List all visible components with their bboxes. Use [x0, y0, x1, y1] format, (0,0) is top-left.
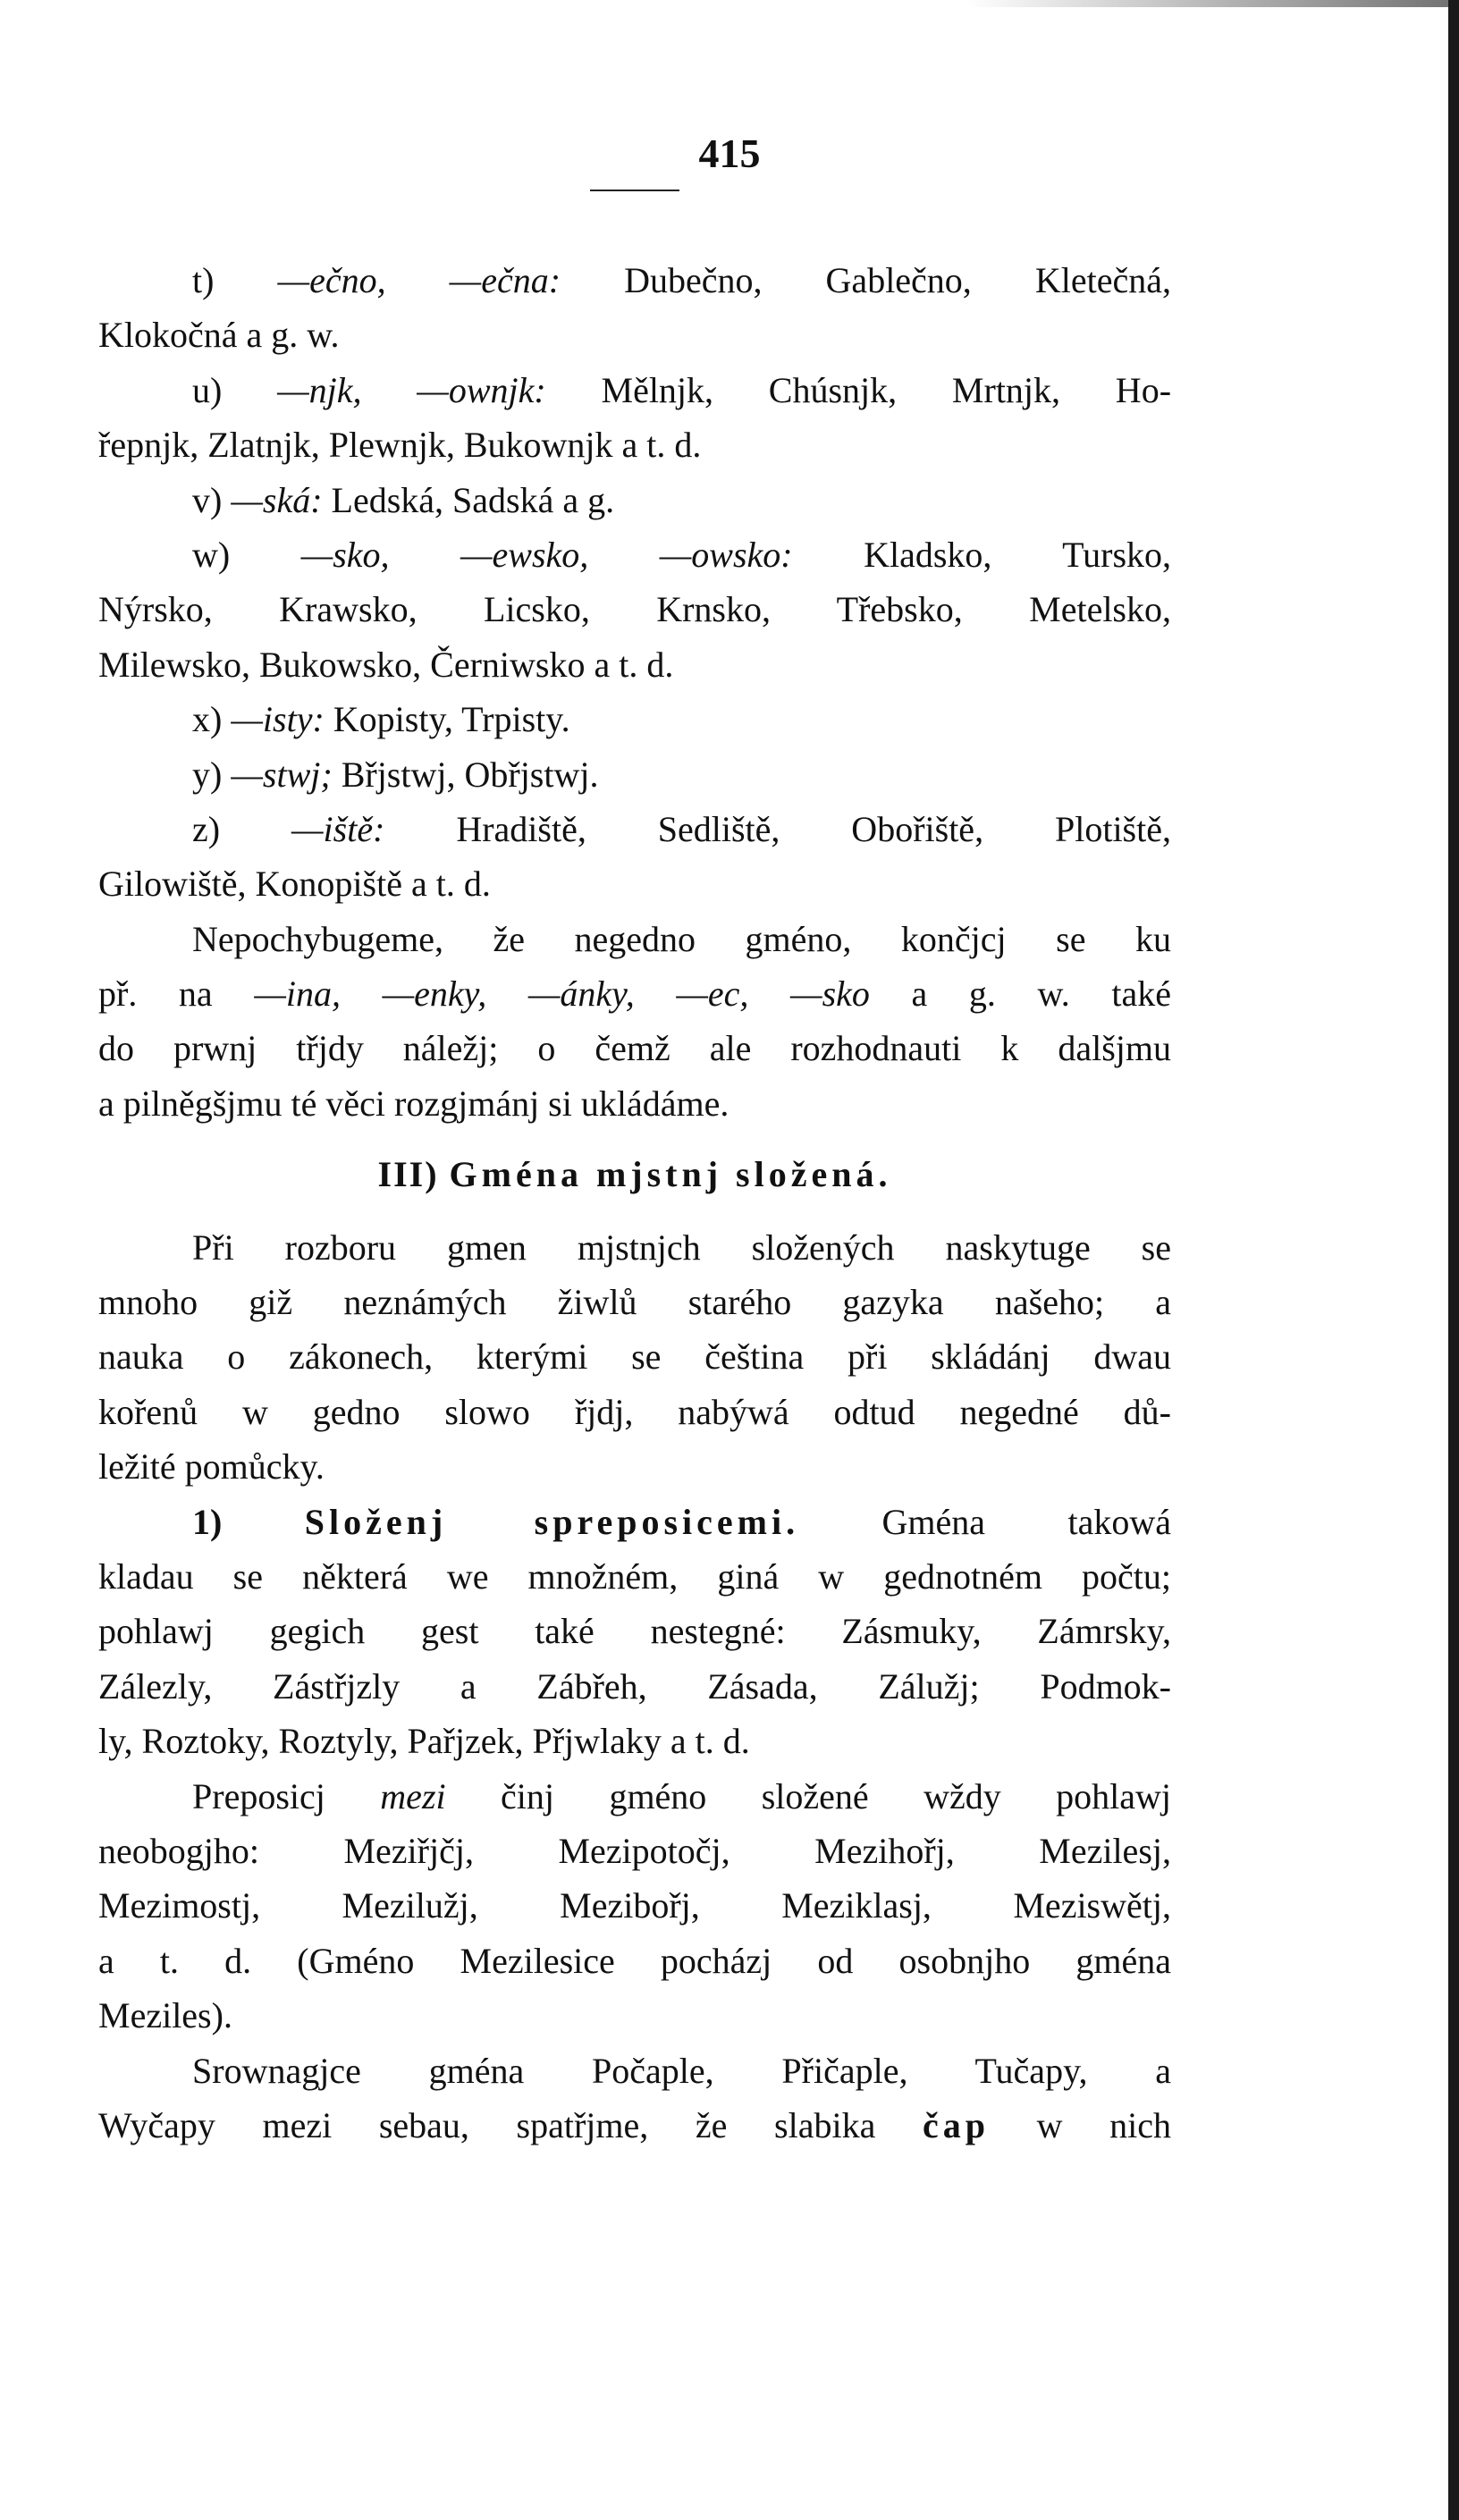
page-number-rule [590, 190, 679, 191]
text-line-u2: řepnjk, Zlatnjk, Plewnjk, Bukownjk a t. d. [98, 425, 702, 466]
para3-line5: Mezilеs). [98, 1995, 232, 2036]
para2-line1: 1) Složenj spreposicemi. Gména takowá [192, 1501, 1171, 1542]
text-line-u: u) —njk, —ownjk: Mělnjk, Chúsnjk, Mrtnjk, Ho- [192, 369, 1172, 410]
para2-line3: pohlawj gegich gest také nestegné: Zásmuky, Zámrsky, [98, 1611, 1171, 1652]
para3-line3: Mezimostj, Mezilužj, Mezibořj, Meziklasj, Meziswětj, [98, 1885, 1171, 1926]
para4-line1: Srownagjce gména Počaple, Přičaple, Tučapy, a [192, 2050, 1171, 2091]
para1-line5: ležité pomůcky. [98, 1446, 325, 1488]
text-line-t2: Klokočná a g. w. [98, 315, 340, 356]
page-number: 415 [698, 131, 761, 176]
text-line-z: z) —iště: Hradiště, Sedliště, Obořiště, Plotiště, [192, 808, 1171, 849]
para1-line4: kořenů w gedno slowo řjdj, nabýwá odtud negedné dů- [98, 1391, 1171, 1432]
para2-line5: ly, Roztoky, Roztyly, Pařjzek, Přjwlaky a t. d. [98, 1721, 750, 1762]
text-line-n4: a pilněgšjmu té věci rozgjmánj si ukládáme. [98, 1083, 730, 1124]
para3-line4: a t. d. (Gméno Mezilesice pocházj od osobnjho gména [98, 1940, 1171, 1981]
text-line-w: w) —sko, —ewsko, —owsko: Kladsko, Tursko, [192, 534, 1172, 575]
text-line-z2: Gilowiště, Konopiště a t. d. [98, 864, 491, 905]
scan-page-edge [1448, 0, 1459, 2520]
para2-line2: kladau se některá we množném, giná w gednotném počtu; [98, 1555, 1171, 1597]
text-line-n3: do prwnj třjdy náležj; o čemž ale rozhodnauti k dalšjmu [98, 1028, 1171, 1069]
text-line-y: y) —stwj; Břjstwj, Obřjstwj. [192, 754, 599, 795]
text-line-v: v) —ská: Ledská, Sadská a g. [192, 479, 615, 520]
text-line-t: t) —ečno, —ečna: Dubečno, Gablečno, Kletečná, [192, 260, 1171, 300]
section-heading: III) Gména mjstnj složená. [377, 1154, 892, 1195]
text-line-w2: Nýrsko, Krawsko, Licsko, Krnsko, Třebsko, Metelsko, [98, 589, 1171, 630]
text-line-x: x) —isty: Kopisty, Trpisty. [192, 699, 570, 740]
para1-line2: mnoho giž neznámých žiwlů starého gazyka našeho; a [98, 1282, 1171, 1323]
para4-line2: Wyčapy mezi sebau, spatřjme, že slabika čap w nich [98, 2104, 1172, 2145]
para3-line1: Preposicj mezi činj gméno složené wždy pohlawj [192, 1775, 1172, 1816]
para1-line1: Při rozboru gmen mjstnjch složených naskytuge se [192, 1226, 1171, 1268]
text-line-n2: př. na —ina, —enky, —ánky, —ec, —sko a g. w. také [98, 973, 1172, 1015]
text-line-w3: Milewsko, Bukowsko, Černiwsko a t. d. [98, 644, 674, 685]
para3-line2: neobogjho: Meziřjčj, Mezipotočj, Mezihořj, Mezilesj, [98, 1830, 1171, 1871]
para1-line3: nauka o zákonech, kterými se čeština při skládánj dwau [98, 1336, 1171, 1378]
text-line-n1: Nepochybugeme, že negedno gméno, končjcj se ku [192, 918, 1171, 959]
page-body [98, 253, 1171, 2153]
para2-line4: Zálezly, Zástřjzly a Zábřeh, Zásada, Zálužj; Podmok- [98, 1665, 1171, 1707]
scan-top-shadow [966, 0, 1448, 7]
